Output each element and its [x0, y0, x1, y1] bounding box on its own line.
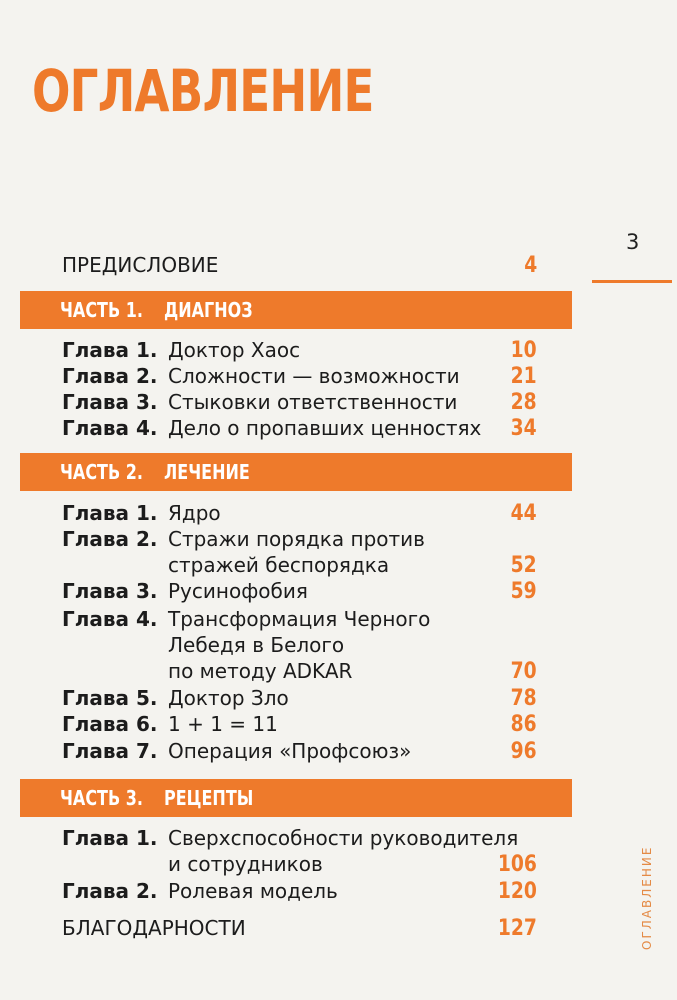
chapter-title: Операция «Профсоюз» — [168, 739, 412, 763]
chapter-page: 34 — [510, 416, 537, 441]
toc-entry-page: 4 — [523, 253, 537, 278]
chapter-label: Глава 7. — [62, 739, 158, 763]
chapter-title: Трансформация Черного — [168, 607, 431, 631]
chapter-title: стражей беспорядка — [168, 553, 390, 577]
chapter-label: Глава 4. — [62, 607, 158, 631]
part-name: ЛЕЧЕНИЕ — [164, 460, 250, 484]
chapter-title: Доктор Хаос — [168, 338, 301, 362]
chapter-page: 44 — [510, 501, 537, 526]
chapter-page: 120 — [497, 879, 537, 904]
chapter-page: 52 — [510, 553, 537, 578]
toc-entry-page: 127 — [497, 916, 537, 941]
part-header-2[interactable] — [20, 453, 572, 491]
chapter-title: 1 + 1 = 11 — [168, 712, 278, 736]
chapter-title: Лебедя в Белого — [168, 633, 345, 657]
chapter-page: 78 — [510, 686, 537, 711]
part-header-1[interactable] — [20, 291, 572, 329]
chapter-label: Глава 1. — [62, 826, 158, 850]
chapter-label: Глава 2. — [62, 364, 158, 388]
chapter-page: 70 — [510, 659, 537, 684]
chapter-page: 21 — [510, 364, 537, 389]
chapter-label: Глава 5. — [62, 686, 158, 710]
chapter-label: Глава 2. — [62, 879, 158, 903]
part-label: ЧАСТЬ 2. — [60, 460, 143, 484]
chapter-page: 28 — [510, 390, 537, 415]
chapter-title: Стражи порядка против — [168, 527, 425, 551]
part-name: ДИАГНОЗ — [164, 298, 253, 322]
chapter-label: Глава 1. — [62, 501, 158, 525]
chapter-label: Глава 3. — [62, 390, 158, 414]
page-title: ОГЛАВЛЕНИЕ — [32, 57, 374, 125]
chapter-title: Дело о пропавших ценностях — [168, 416, 482, 440]
page-number: 3 — [626, 230, 640, 254]
part-header-3[interactable] — [20, 779, 572, 817]
chapter-title: по методу ADKAR — [168, 659, 353, 683]
running-side-label: ОГЛАВЛЕНИЕ — [640, 845, 654, 950]
toc-entry-text: ПРЕДИСЛОВИЕ — [62, 253, 219, 277]
chapter-title: Стыковки ответственности — [168, 390, 458, 414]
chapter-label: Глава 6. — [62, 712, 158, 736]
part-name: РЕЦЕПТЫ — [164, 786, 254, 810]
chapter-title: Русинофобия — [168, 579, 308, 603]
chapter-label: Глава 1. — [62, 338, 158, 362]
chapter-title: и сотрудников — [168, 852, 323, 876]
chapter-title: Сложности — возможности — [168, 364, 460, 388]
chapter-title: Доктор Зло — [168, 686, 289, 710]
chapter-label: Глава 2. — [62, 527, 158, 551]
chapter-page: 96 — [510, 739, 537, 764]
chapter-page: 10 — [510, 338, 537, 363]
page-number-rule — [592, 280, 672, 283]
chapter-title: Сверхспособности руководителя — [168, 826, 519, 850]
part-label: ЧАСТЬ 1. — [60, 298, 143, 322]
chapter-title: Ролевая модель — [168, 879, 338, 903]
chapter-title: Ядро — [168, 501, 221, 525]
toc-entry-text: БЛАГОДАРНОСТИ — [62, 916, 246, 940]
chapter-page: 86 — [510, 712, 537, 737]
chapter-label: Глава 4. — [62, 416, 158, 440]
chapter-label: Глава 3. — [62, 579, 158, 603]
chapter-page: 59 — [510, 579, 537, 604]
part-label: ЧАСТЬ 3. — [60, 786, 143, 810]
chapter-page: 106 — [497, 852, 537, 877]
